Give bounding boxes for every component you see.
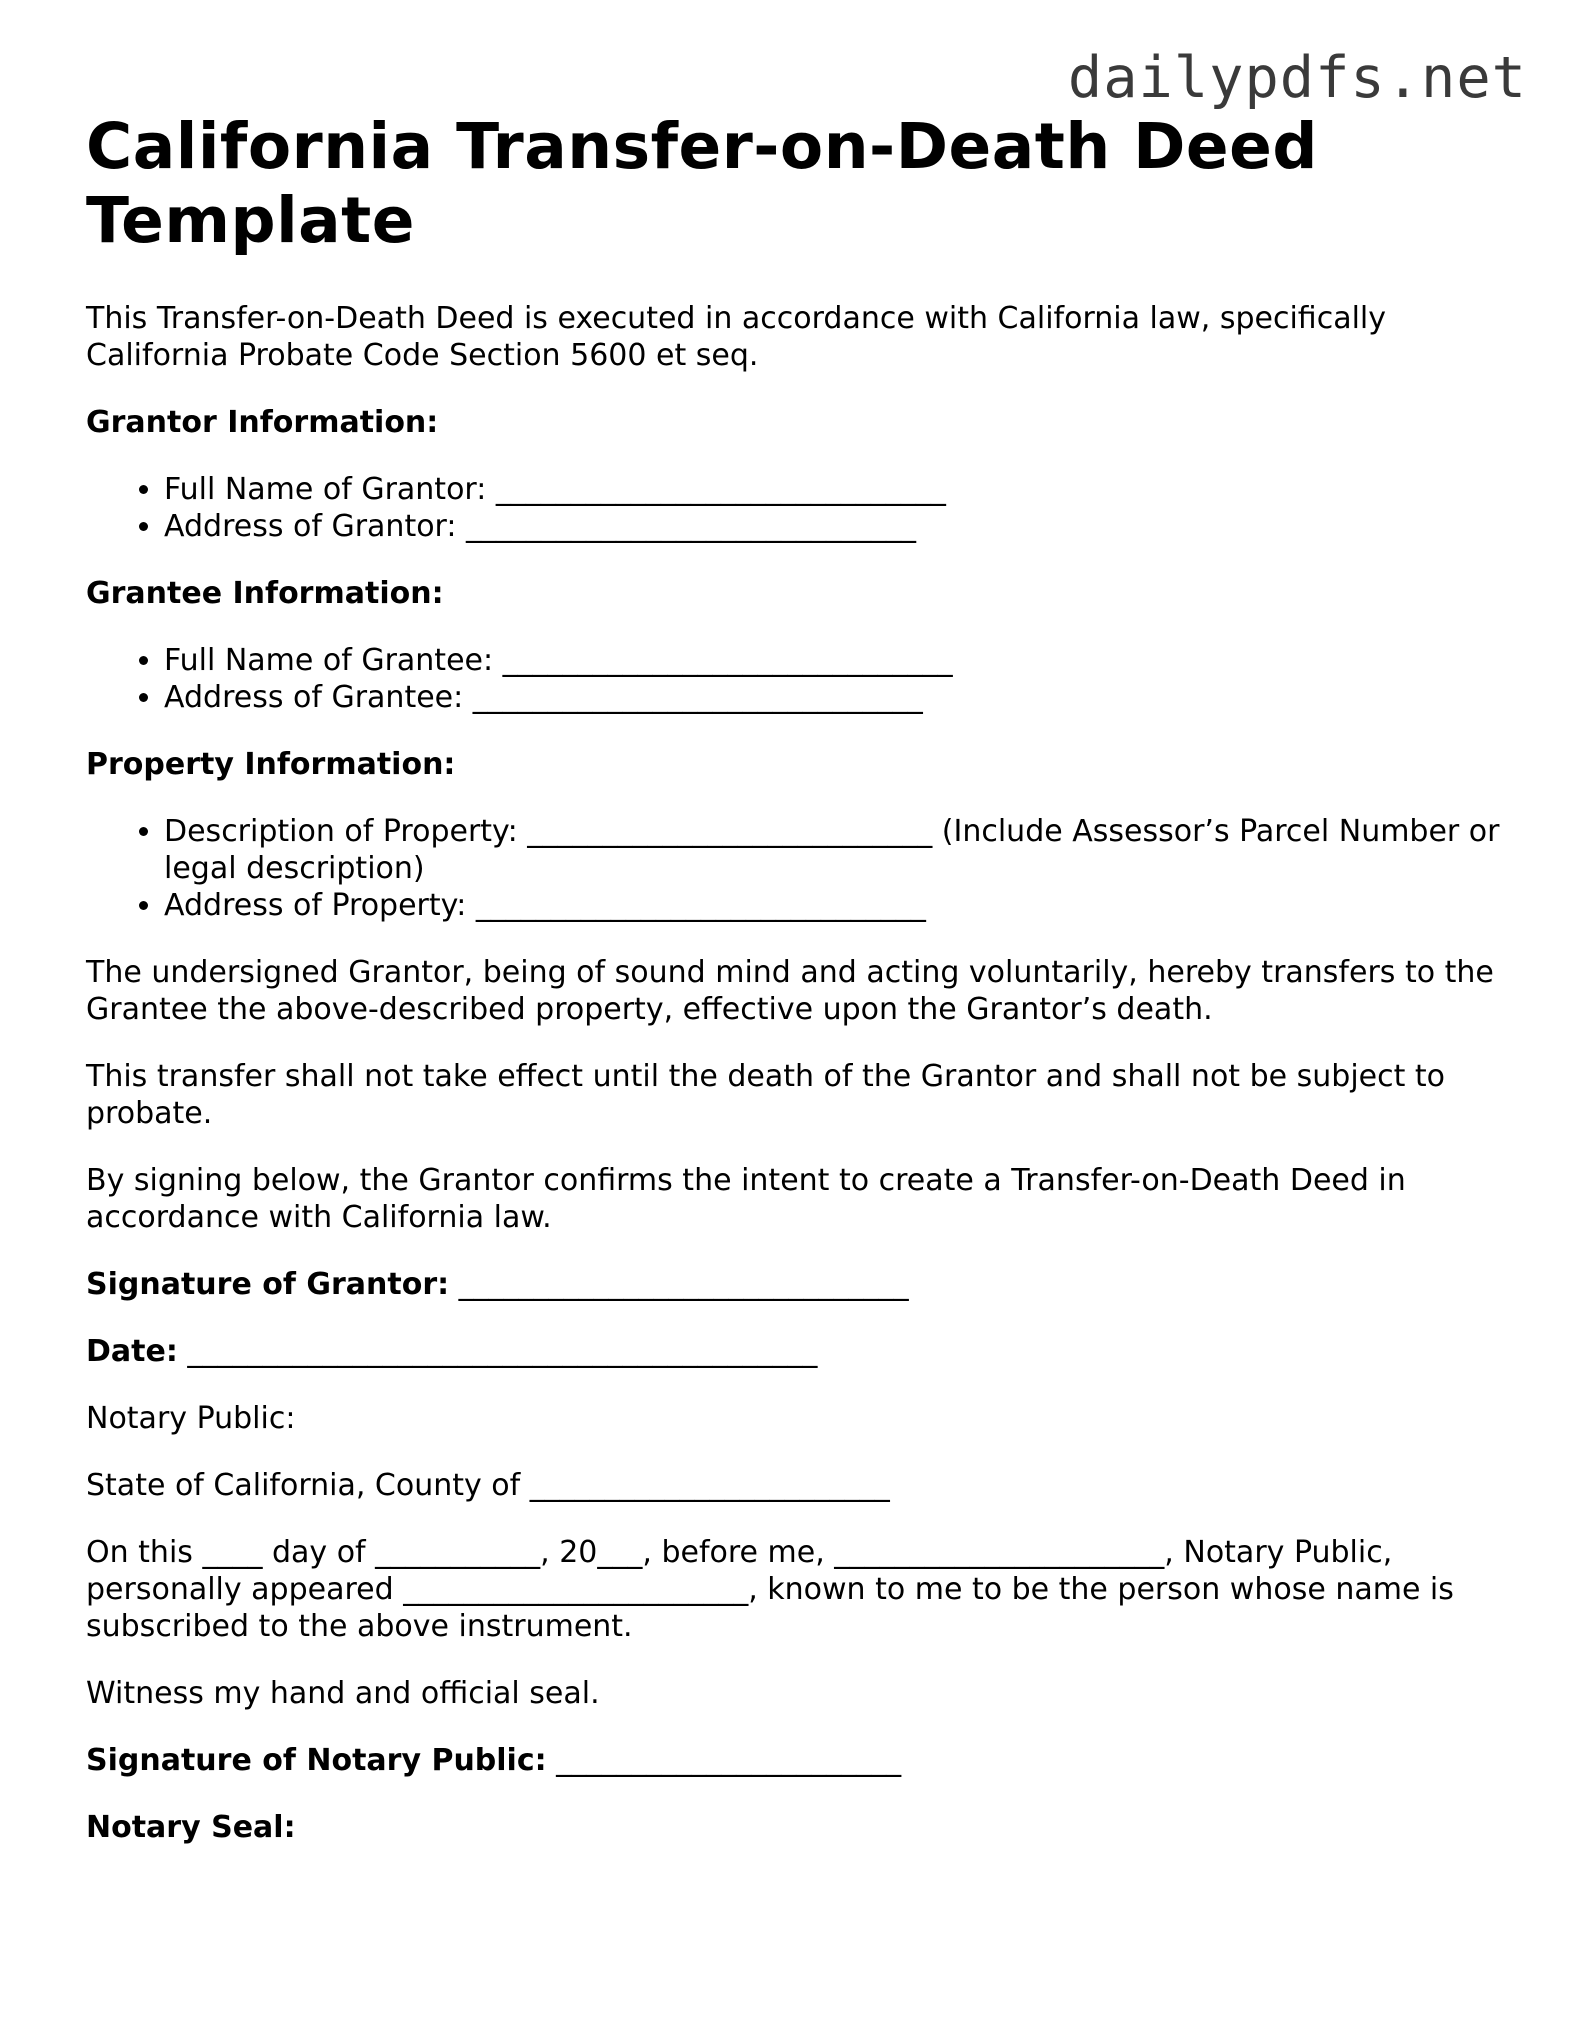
grantor-signature-line (86, 1266, 1506, 1303)
property-address-field: • Address of Property: ______________________________ (164, 887, 1506, 924)
date-label: Date: (86, 1334, 178, 1369)
property-list (86, 813, 1506, 924)
notary-signature-blank: _______________________ (546, 1743, 902, 1778)
document-title: California Transfer-on-Death Deed Template (86, 110, 1318, 257)
state-county-line: State of California, County of ________________________ (86, 1468, 890, 1503)
notary-signature-label: Signature of Notary Public: (86, 1743, 547, 1778)
witness-line: Witness my hand and official seal. (86, 1676, 600, 1711)
property-description-field: • Description of Property: ___________________________ (Include Assessor’s Parcel Number or legal description) (164, 813, 1506, 887)
grantor-signature-blank: ______________________________ (449, 1267, 909, 1302)
intro-paragraph: This Transfer-on-Death Deed is executed in accordance with California law, specifically California Probate Code Section 5600 et seq. (86, 301, 1387, 373)
property-heading: Property Information: (86, 747, 456, 782)
grantor-list (86, 471, 1506, 545)
grantor-signature-label: Signature of Grantor: (86, 1267, 450, 1302)
date-blank: __________________________________________ (177, 1334, 818, 1369)
notary-signature-line (86, 1742, 1506, 1779)
grantee-address-field: • Address of Grantee: ______________________________ (164, 679, 1506, 716)
watermark-text: dailypdfs.net (1067, 45, 1527, 111)
grantor-name-field: • Full Name of Grantor: ______________________________ (164, 471, 1506, 508)
grantee-heading: Grantee Information: (86, 576, 444, 611)
notary-statement: On this ____ day of ___________, 20___, before me, ______________________, Notary Public, personally appeared _______________________, known to me to be the person whose name is subscribed to the above instrument. (86, 1535, 1454, 1644)
notary-seal-label: Notary Seal: (86, 1810, 296, 1845)
grantor-address-field: • Address of Grantor: ______________________________ (164, 508, 1506, 545)
transfer-paragraph: The undersigned Grantor, being of sound mind and acting voluntarily, hereby transfers to the Grantee the above-described property, effective upon the Grantor’s death. (86, 955, 1494, 1027)
grantee-name-field: • Full Name of Grantee: ______________________________ (164, 642, 1506, 679)
notary-public-label: Notary Public: (86, 1401, 296, 1436)
grantor-heading: Grantor Information: (86, 405, 439, 440)
grantee-list (86, 642, 1506, 716)
signing-paragraph: By signing below, the Grantor confirms the intent to create a Transfer-on-Death Deed in accordance with California law. (86, 1163, 1406, 1235)
probate-paragraph: This transfer shall not take effect until the death of the Grantor and shall not be subject to probate. (86, 1059, 1446, 1131)
document-page (86, 110, 1506, 1876)
date-line (86, 1333, 1506, 1370)
